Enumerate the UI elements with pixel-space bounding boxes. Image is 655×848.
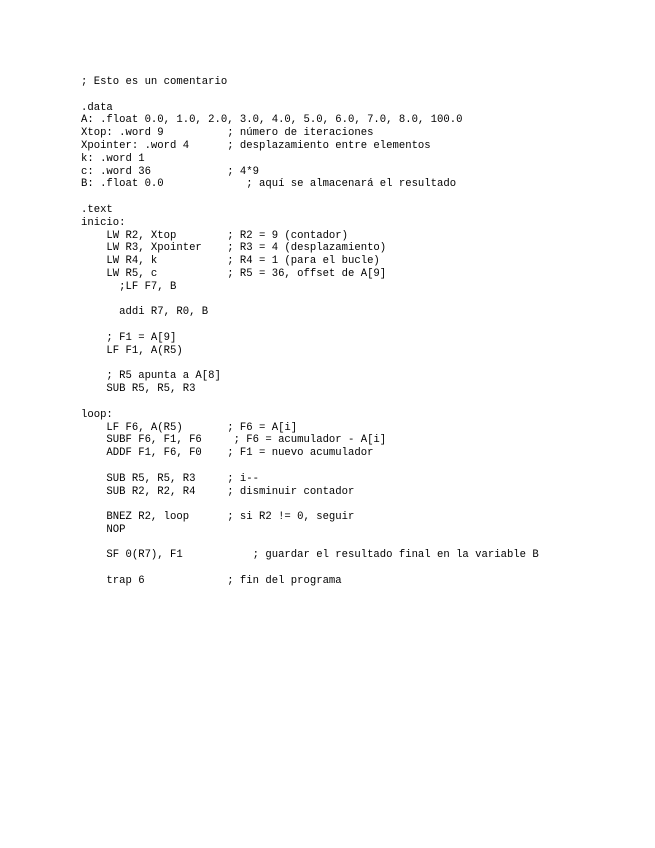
code-line	[81, 358, 539, 371]
code-line: SUB R2, R2, R4 ; disminuir contador	[81, 485, 355, 498]
code-line: SUBF F6, F1, F6 ; F6 = acumulador - A[i]	[81, 434, 387, 447]
code-line: .text	[81, 203, 113, 216]
code-line: LW R2, Xtop ; R2 = 9 (contador)	[81, 229, 349, 242]
code-line: inicio:	[81, 216, 126, 229]
code-line	[81, 396, 539, 409]
code-line: ; Esto es un comentario	[81, 76, 228, 88]
code-line: trap 6 ; fin del programa	[81, 575, 342, 588]
code-line: LF F1, A(R5)	[81, 344, 183, 357]
code-line: loop:	[81, 408, 113, 421]
code-line: LF F6, A(R5) ; F6 = A[i]	[81, 421, 298, 434]
code-line: addi R7, R0, B	[81, 306, 209, 319]
code-line: SUB R5, R5, R3	[81, 383, 196, 396]
code-line	[81, 562, 539, 575]
code-line: .data	[81, 101, 113, 114]
assembly-code-block	[81, 76, 539, 588]
code-line: ;LF F7, B	[81, 280, 177, 293]
code-line	[81, 537, 539, 550]
code-line: ADDF F1, F6, F0 ; F1 = nuevo acumulador	[81, 447, 374, 460]
code-line	[81, 319, 539, 332]
code-line: LW R5, c ; R5 = 36, offset de A[9]	[81, 267, 387, 280]
code-line: Xtop: .word 9 ; número de iteraciones	[81, 127, 374, 140]
code-line: LW R3, Xpointer ; R3 = 4 (desplazamiento)	[81, 242, 387, 255]
code-line: BNEZ R2, loop ; si R2 != 0, seguir	[81, 511, 355, 524]
code-line	[81, 294, 539, 307]
code-line: NOP	[81, 523, 126, 536]
code-line	[81, 191, 539, 204]
code-line	[81, 460, 539, 473]
code-line: k: .word 1	[81, 152, 145, 165]
code-line: Xpointer: .word 4 ; desplazamiento entre elementos	[81, 139, 431, 152]
code-line: B: .float 0.0 ; aquí se almacenará el resultado	[81, 178, 457, 191]
code-line: A: .float 0.0, 1.0, 2.0, 3.0, 4.0, 5.0, 6.0, 7.0, 8.0, 100.0	[81, 114, 463, 127]
code-line: ; F1 = A[9]	[81, 331, 177, 344]
code-line: SF 0(R7), F1 ; guardar el resultado final en la variable B	[81, 549, 539, 562]
code-line	[81, 498, 539, 511]
code-line: ; R5 apunta a A[8]	[81, 370, 221, 383]
code-line	[81, 89, 539, 102]
code-line: SUB R5, R5, R3 ; i--	[81, 472, 260, 485]
code-line: c: .word 36 ; 4*9	[81, 165, 260, 178]
code-line: LW R4, k ; R4 = 1 (para el bucle)	[81, 255, 380, 268]
